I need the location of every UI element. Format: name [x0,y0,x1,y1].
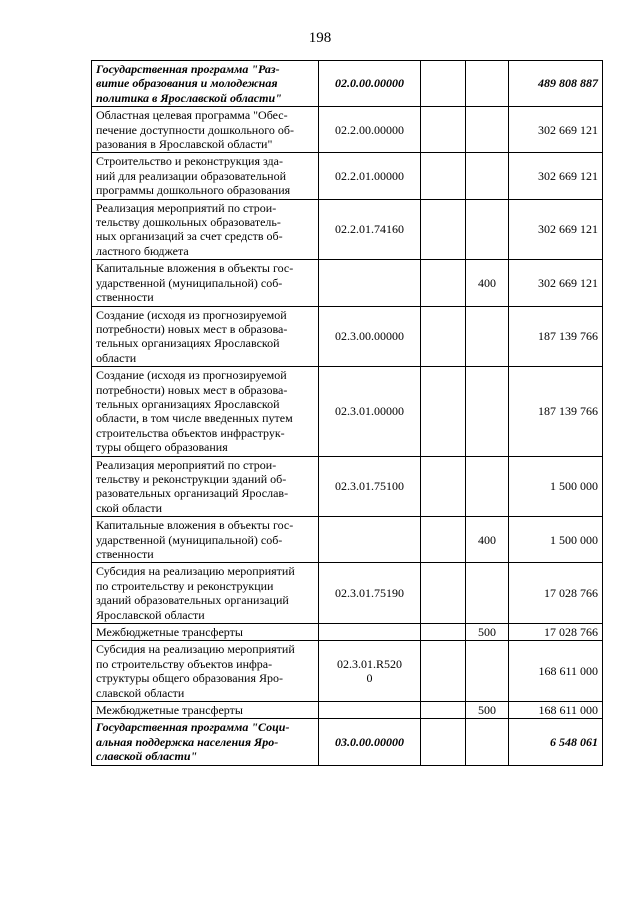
empty-cell [421,702,466,719]
empty-cell [421,61,466,107]
amount-cell: 17 028 766 [509,563,603,624]
table-row [92,563,603,624]
budget-table [91,60,603,766]
expense-type-cell: 400 [466,260,509,306]
amount-cell: 302 669 121 [509,107,603,153]
expense-type-cell [466,719,509,765]
table-row [92,719,603,765]
empty-cell [421,367,466,456]
target-article-cell [319,517,421,563]
expense-type-cell [466,456,509,517]
target-article-cell: 02.3.01.75100 [319,456,421,517]
table-row [92,153,603,199]
table-row [92,517,603,563]
amount-cell: 302 669 121 [509,153,603,199]
table-row [92,624,603,641]
target-article-cell: 02.3.01.00000 [319,367,421,456]
amount-cell: 187 139 766 [509,306,603,367]
program-name-cell: Капитальные вложения в объекты гос- ударственной (муниципальной) соб- ственности [92,260,319,306]
target-article-cell: 02.2.01.00000 [319,153,421,199]
program-name-cell: Субсидия на реализацию мероприятий по строительству и реконструкции зданий образовательных организаций Ярославской области [92,563,319,624]
program-name-cell: Реализация мероприятий по строи- тельству дошкольных образователь- ных организаций за счет средств об- ластного бюджета [92,199,319,260]
table-row [92,199,603,260]
target-article-cell: 02.2.01.74160 [319,199,421,260]
empty-cell [421,153,466,199]
program-name-cell: Капитальные вложения в объекты гос- ударственной (муниципальной) соб- ственности [92,517,319,563]
program-name-cell: Государственная программа "Раз- витие образования и молодежная политика в Ярославской области" [92,61,319,107]
program-name-cell: Областная целевая программа "Обес- печение доступности дошкольного об- разования в Ярославской области" [92,107,319,153]
target-article-cell: 02.3.01.75190 [319,563,421,624]
program-name-cell: Государственная программа "Соци- альная поддержка населения Яро- славской области" [92,719,319,765]
amount-cell: 168 611 000 [509,702,603,719]
target-article-cell: 03.0.00.00000 [319,719,421,765]
target-article-cell: 02.3.00.00000 [319,306,421,367]
program-name-cell: Субсидия на реализацию мероприятий по строительству объектов инфра- структуры общего образования Яро- славской области [92,641,319,702]
table-row [92,61,603,107]
table-row [92,456,603,517]
expense-type-cell: 500 [466,702,509,719]
table-row [92,641,603,702]
expense-type-cell [466,61,509,107]
expense-type-cell [466,367,509,456]
expense-type-cell [466,107,509,153]
amount-cell: 1 500 000 [509,456,603,517]
table-row [92,107,603,153]
empty-cell [421,517,466,563]
table-row [92,702,603,719]
program-name-cell: Межбюджетные трансферты [92,702,319,719]
target-article-cell [319,260,421,306]
amount-cell: 168 611 000 [509,641,603,702]
program-name-cell: Реализация мероприятий по строи- тельству и реконструкции зданий об- разовательных организаций Ярослав- ской области [92,456,319,517]
expense-type-cell [466,641,509,702]
table-row [92,306,603,367]
program-name-cell: Строительство и реконструкция зда- ний для реализации образовательной программы дошкольного образования [92,153,319,199]
expense-type-cell [466,153,509,199]
program-name-cell: Создание (исходя из прогнозируемой потребности) новых мест в образова- тельных организациях Ярославской области [92,306,319,367]
amount-cell: 187 139 766 [509,367,603,456]
empty-cell [421,624,466,641]
empty-cell [421,719,466,765]
empty-cell [421,260,466,306]
target-article-cell [319,702,421,719]
empty-cell [421,456,466,517]
program-name-cell: Межбюджетные трансферты [92,624,319,641]
amount-cell: 6 548 061 [509,719,603,765]
table-row [92,260,603,306]
expense-type-cell: 400 [466,517,509,563]
amount-cell: 489 808 887 [509,61,603,107]
expense-type-cell [466,199,509,260]
target-article-cell: 02.2.00.00000 [319,107,421,153]
target-article-cell: 02.0.00.00000 [319,61,421,107]
expense-type-cell [466,563,509,624]
page-number: 198 [308,30,332,46]
empty-cell [421,563,466,624]
expense-type-cell [466,306,509,367]
empty-cell [421,306,466,367]
expense-type-cell: 500 [466,624,509,641]
empty-cell [421,107,466,153]
table-row [92,367,603,456]
amount-cell: 1 500 000 [509,517,603,563]
empty-cell [421,641,466,702]
amount-cell: 17 028 766 [509,624,603,641]
program-name-cell: Создание (исходя из прогнозируемой потребности) новых мест в образова- тельных организациях Ярославской области, в том числе введенных путем строительства объектов инфраструк- туры общего образования [92,367,319,456]
amount-cell: 302 669 121 [509,199,603,260]
empty-cell [421,199,466,260]
amount-cell: 302 669 121 [509,260,603,306]
target-article-cell: 02.3.01.R520 0 [319,641,421,702]
target-article-cell [319,624,421,641]
